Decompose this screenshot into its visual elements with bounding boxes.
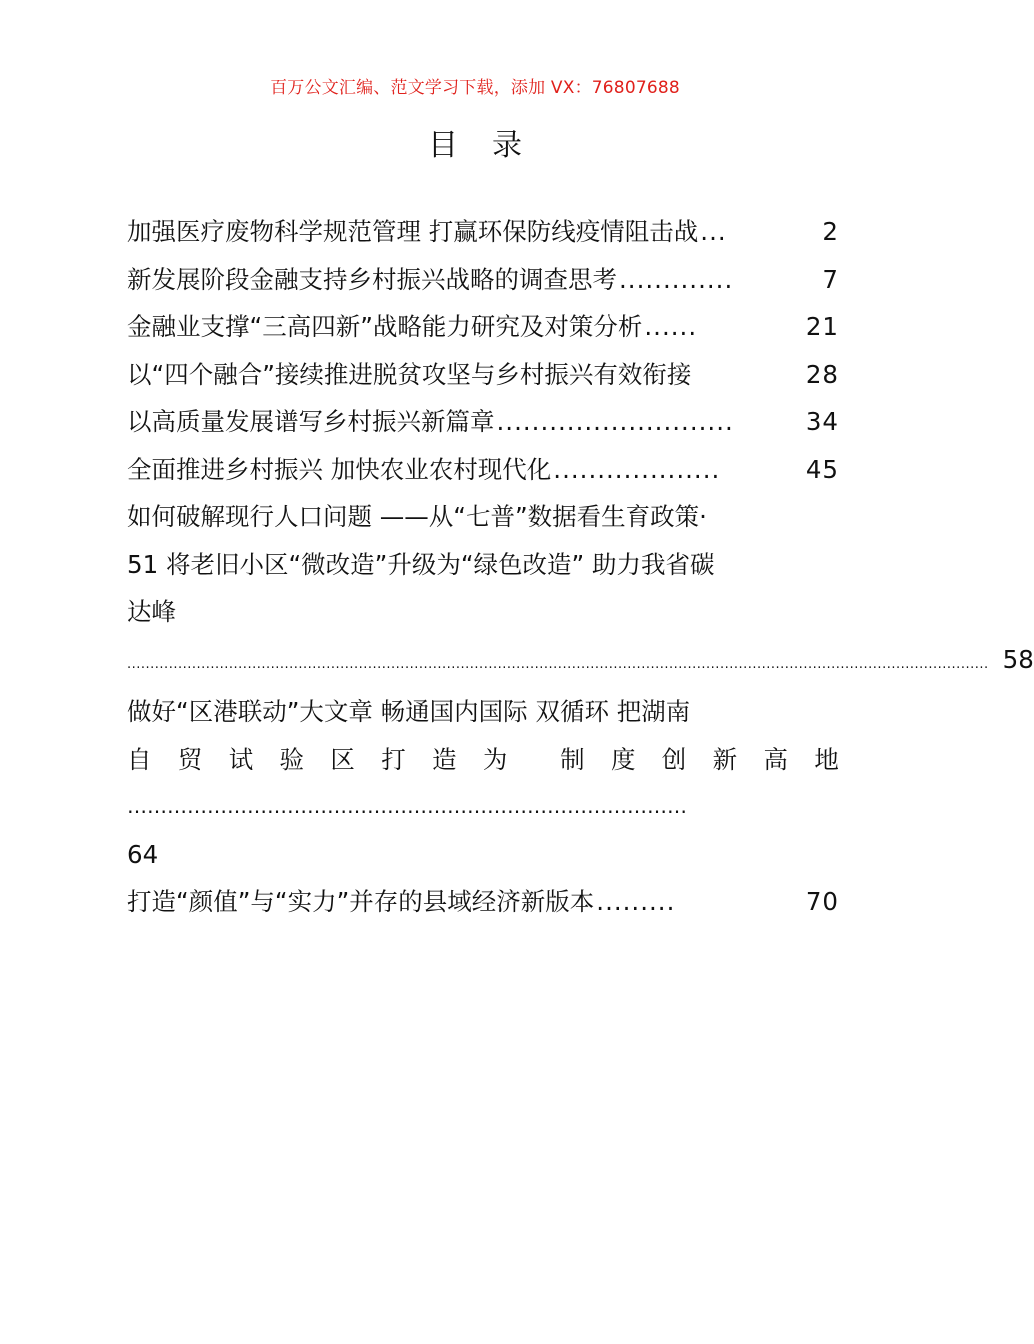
toc-entry-title: 全面推进乡村振兴 加快农业农村现代化 (127, 454, 552, 484)
toc-char: 度 (610, 744, 636, 774)
toc-entry-title: 以“四个融合”接续推进脱贫攻坚与乡村振兴有效衔接 (127, 359, 692, 389)
toc-char: 打 (381, 744, 406, 774)
toc-entry-page: 64 (127, 839, 159, 869)
toc-entry[interactable] (127, 208, 839, 256)
toc-char: 制 (560, 744, 585, 774)
toc-entry-page: 21 (805, 312, 839, 341)
toc-entry-title: 以高质量发展谱写乡村振兴新篇章 (127, 407, 495, 436)
toc-char: 区 (330, 744, 355, 774)
toc-entry-leader: ............. (619, 264, 734, 294)
toc-entry-page: 58 (1002, 644, 1034, 674)
toc-entry-line: 做好“区港联动”大文章 畅通国内国际 双循环 把湖南 (127, 697, 691, 726)
toc-entry-title: 加强医疗废物科学规范管理 打赢环保防线疫情阻击战 (127, 217, 699, 246)
toc-char: 新 (712, 744, 738, 774)
toc-entry-line: 如何破解现行人口问题 ——从“七普”数据看生育政策· (127, 502, 707, 531)
toc-entry-leader: ...... (644, 312, 698, 341)
toc-entry-leader: ... (700, 217, 727, 246)
toc-entry-line: 达峰 (127, 597, 176, 626)
toc-entry[interactable] (127, 303, 839, 351)
toc-char: 自 (127, 744, 152, 774)
table-of-contents (127, 208, 1034, 926)
page-title: 目录 (428, 128, 556, 163)
toc-char: 为 (482, 744, 508, 774)
toc-entry-line-justified (127, 736, 839, 784)
toc-entry[interactable] (127, 256, 839, 304)
toc-char: 造 (432, 744, 457, 774)
toc-char: 试 (228, 744, 254, 774)
toc-entry-page: 45 (805, 454, 839, 484)
toc-entry-title: 新发展阶段金融支持乡村振兴战略的调查思考 (127, 264, 617, 294)
toc-entry-leader: ................... (553, 454, 721, 484)
toc-entry-line: 51 将老旧小区“微改造”升级为“绿色改造” 助力我省碳 (127, 549, 715, 579)
toc-entry-leader: ………………………………………………………………………… (127, 794, 687, 818)
toc-entry-title: 金融业支撑“三高四新”战略能力研究及对策分析 (127, 312, 643, 341)
toc-entry-title: 打造“颜值”与“实力”并存的县域经济新版本 (127, 887, 595, 916)
toc-entry-multiline[interactable] (127, 688, 839, 878)
toc-entry-page: 34 (805, 407, 839, 436)
toc-char: 地 (814, 744, 839, 774)
toc-entry[interactable] (127, 398, 839, 446)
toc-entry-page: 7 (822, 264, 839, 294)
toc-entry-page: 70 (805, 887, 839, 916)
toc-entry-page: 2 (822, 217, 839, 246)
toc-char: 高 (763, 744, 788, 774)
toc-entry[interactable] (127, 878, 839, 926)
toc-entry-multiline[interactable] (127, 493, 1034, 688)
toc-entry-leader-row (127, 636, 1034, 689)
toc-entry-page: 28 (805, 359, 839, 389)
toc-entry-leader: ......... (596, 887, 676, 916)
toc-entry-leader: .......................................................................................................................................................................................... (127, 656, 989, 672)
header-note: 百万公文汇编、范文学习下载，添加 VX：76807688 (270, 78, 680, 98)
toc-entry[interactable] (127, 351, 839, 399)
toc-char: 贸 (177, 744, 203, 774)
toc-char: 验 (279, 744, 305, 774)
toc-entry-leader: ........................... (496, 407, 734, 436)
toc-char: 创 (661, 744, 687, 774)
toc-entry[interactable] (127, 446, 839, 494)
